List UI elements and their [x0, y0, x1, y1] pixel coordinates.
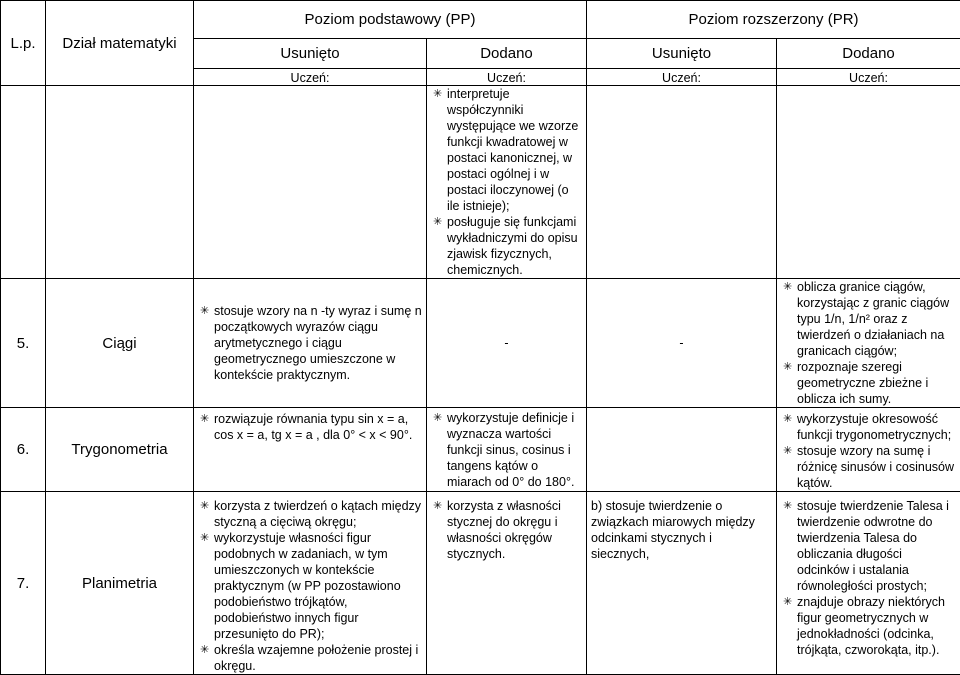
- pr-dodano-cell: [777, 86, 960, 279]
- pr-usunieto-uczen: Uczeń:: [587, 69, 777, 86]
- table-row: [1, 279, 960, 408]
- lp-cell: 6.: [1, 408, 46, 492]
- lp-cell: [1, 86, 46, 279]
- pr-usunieto-cell: [587, 86, 777, 279]
- pr-dodano-uczen: Uczeń:: [777, 69, 960, 86]
- dzial-cell: Planimetria: [46, 492, 194, 675]
- pp-dodano-cell: [427, 86, 587, 279]
- asterisk-icon: ✳: [433, 410, 442, 426]
- list-item: ✳ posługuje się funkcjami wykładniczymi do opisu zjawisk fizycznych, chemicznych.: [431, 214, 582, 278]
- list-item: ✳ znajduje obrazy niektórych figur geometrycznych w jednokładności (odcinka, trójkąta, czworokąta, itp.).: [781, 594, 956, 658]
- asterisk-icon: ✳: [783, 411, 792, 427]
- pr-usunieto-header: Usunięto: [587, 39, 777, 69]
- list-item: ✳ korzysta z własności stycznej do okręgu i własności okręgów stycznych.: [431, 498, 582, 562]
- pr-dodano-header: Dodano: [777, 39, 960, 69]
- pr-usunieto-text: b) stosuje twierdzenie o związkach miarowych między odcinkami stycznych i siecznych,: [587, 498, 776, 562]
- pp-dodano-cell: [427, 408, 587, 492]
- dzial-header: Dział matematyki: [46, 1, 194, 86]
- asterisk-icon: ✳: [433, 86, 442, 102]
- pp-usunieto-cell: [194, 86, 427, 279]
- lp-cell: 5.: [1, 279, 46, 408]
- pr-dodano-cell: [777, 279, 960, 408]
- asterisk-icon: ✳: [200, 498, 209, 514]
- pr-usunieto-cell: [587, 492, 777, 675]
- list-item: ✳ wykorzystuje okresowość funkcji trygonometrycznych;: [781, 411, 956, 443]
- dzial-cell: Ciągi: [46, 279, 194, 408]
- list-item: ✳ korzysta z twierdzeń o kątach między styczną a cięciwą okręgu;: [198, 498, 422, 530]
- list-item: ✳ stosuje wzory na n -ty wyraz i sumę n początkowych wyrazów ciągu arytmetycznego i ciągu geometrycznego umieszczone w kontekście praktycznym.: [198, 303, 422, 383]
- list-item: ✳ rozwiązuje równania typu sin x = a, cos x = a, tg x = a , dla 0° < x < 90°.: [198, 411, 422, 443]
- list-item: ✳ stosuje wzory na sumę i różnicę sinusów i cosinusów kątów.: [781, 443, 956, 491]
- list-item: ✳ wykorzystuje definicje i wyznacza wartości funkcji sinus, cosinus i tangens kątów o miarach od 0° do 180°.: [431, 410, 582, 490]
- list-item: ✳ określa wzajemne położenie prostej i okręgu.: [198, 642, 422, 674]
- poziom-podstawowy-header: Poziom podstawowy (PP): [194, 1, 587, 39]
- pp-usunieto-uczen: Uczeń:: [194, 69, 427, 86]
- lp-cell: 7.: [1, 492, 46, 675]
- poziom-rozszerzony-header: Poziom rozszerzony (PR): [587, 1, 960, 39]
- asterisk-icon: ✳: [783, 594, 792, 610]
- pp-dodano-cell: [427, 492, 587, 675]
- asterisk-icon: ✳: [433, 214, 442, 230]
- table-row: [1, 408, 960, 492]
- pp-dodano-uczen: Uczeń:: [427, 69, 587, 86]
- pp-usunieto-cell: [194, 408, 427, 492]
- list-item: ✳ interpretuje współczynniki występujące we wzorze funkcji kwadratowej w postaci kanonicznej, w postaci ogólnej i w postaci iloczynowej (o ile istnieje);: [431, 86, 582, 214]
- pp-dodano-cell: -: [427, 279, 587, 408]
- pr-dodano-cell: [777, 408, 960, 492]
- pp-usunieto-header: Usunięto: [194, 39, 427, 69]
- pr-usunieto-cell: [587, 408, 777, 492]
- asterisk-icon: ✳: [783, 279, 792, 295]
- asterisk-icon: ✳: [783, 498, 792, 514]
- asterisk-icon: ✳: [200, 642, 209, 658]
- asterisk-icon: ✳: [200, 303, 209, 319]
- lp-header: L.p.: [1, 1, 46, 86]
- header-row-levels: [1, 1, 960, 39]
- pp-usunieto-cell: [194, 279, 427, 408]
- pp-usunieto-cell: [194, 492, 427, 675]
- list-item: ✳ stosuje twierdzenie Talesa i twierdzenie odwrotne do twierdzenia Talesa do obliczania długości odcinków i ustalania równoległości prostych;: [781, 498, 956, 594]
- list-item: ✳ wykorzystuje własności figur podobnych w zadaniach, w tym umieszczonych w kontekście praktycznym (w PP pozostawiono podobieństwo trójkątów, podobieństwo innych figur przesunięto do PR);: [198, 530, 422, 642]
- asterisk-icon: ✳: [433, 498, 442, 514]
- list-item: ✳ oblicza granice ciągów, korzystając z granic ciągów typu 1/n, 1/n² oraz z twierdzeń o działaniach na granicach ciągów;: [781, 279, 956, 359]
- pp-dodano-header: Dodano: [427, 39, 587, 69]
- asterisk-icon: ✳: [200, 530, 209, 546]
- pr-dodano-cell: [777, 492, 960, 675]
- dzial-cell: Trygonometria: [46, 408, 194, 492]
- asterisk-icon: ✳: [200, 411, 209, 427]
- pr-usunieto-cell: -: [587, 279, 777, 408]
- table-row: [1, 86, 960, 279]
- asterisk-icon: ✳: [783, 359, 792, 375]
- dzial-cell: [46, 86, 194, 279]
- list-item: ✳ rozpoznaje szeregi geometryczne zbieżne i oblicza ich sumy.: [781, 359, 956, 407]
- asterisk-icon: ✳: [783, 443, 792, 459]
- table-row: [1, 492, 960, 675]
